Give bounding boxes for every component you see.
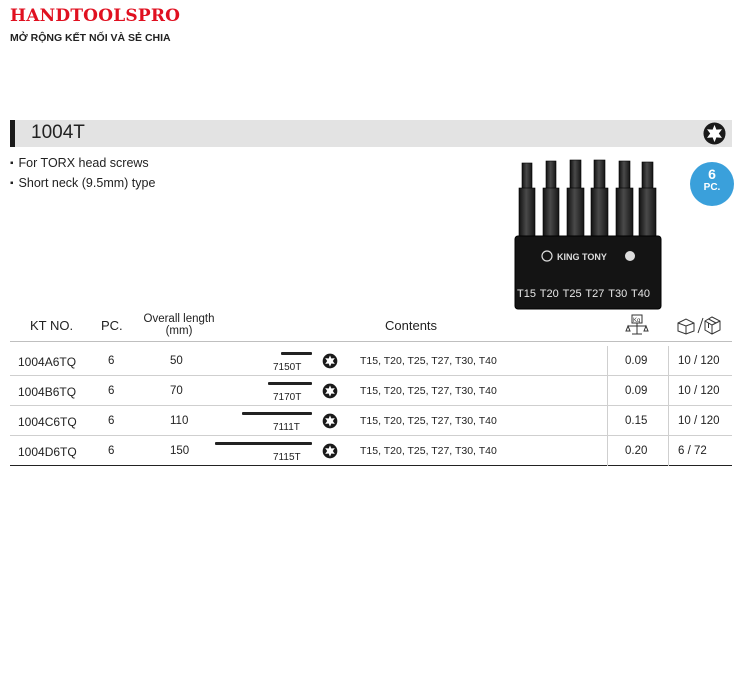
badge-unit: PC. [703,182,721,193]
column-divider [607,346,608,376]
kt-no-cell: 1004D6TQ [18,445,77,459]
table-row [10,346,732,376]
column-divider [607,376,608,406]
image-brand-text: KING TONY [557,252,607,262]
piece-count-badge [690,162,734,206]
brand-logo: HANDTOOLSPRO [10,6,181,26]
torx-icon [322,353,338,369]
kt-no-cell: 1004A6TQ [18,355,77,369]
table-row [10,406,732,436]
feature-item: ▪ Short neck (9.5mm) type [10,174,155,194]
length-cell: 70 [170,385,183,397]
feature-list [10,154,155,194]
image-size-labels: T15 T20 T25 T27 T30 T40 [517,288,651,300]
length-cell: 150 [170,445,190,457]
kg-scale-icon [625,314,649,336]
packing-cell: 10 / 120 [678,385,720,397]
header-contents: Contents [385,318,438,333]
packing-cell: 10 / 120 [678,355,720,367]
table-row [10,376,732,406]
column-divider [607,406,608,436]
torx-icon [322,383,338,399]
packing-cell: 10 / 120 [678,415,720,427]
bit-length-graphic [242,412,312,415]
product-title: 1004T [31,122,85,143]
bit-ref-cell: 7170T [273,392,302,403]
weight-cell: 0.15 [625,415,648,427]
header-overall-length-unit: (mm) [165,325,193,337]
torx-icon [322,413,338,429]
weight-cell: 0.20 [625,445,648,457]
product-title-bar [10,120,732,147]
brand-tagline: MỞ RỘNG KẾT NỐI VÀ SẺ CHIA [10,32,171,44]
column-divider [607,436,608,466]
header-kt-no: KT NO. [30,318,74,333]
packing-cell: 6 / 72 [678,445,707,457]
svg-text:Kg: Kg [633,318,641,324]
weight-cell: 0.09 [625,355,648,367]
header-pc: PC. [101,318,123,333]
feature-item: ▪ For TORX head screws [10,154,155,174]
contents-cell: T15, T20, T25, T27, T30, T40 [360,445,497,457]
column-divider [668,346,669,376]
kt-no-cell: 1004C6TQ [18,415,77,429]
torx-head-icon [703,122,726,145]
contents-cell: T15, T20, T25, T27, T30, T40 [360,355,497,367]
pc-cell: 6 [108,445,115,457]
bit-length-graphic [268,382,312,385]
header-overall-length [136,313,222,337]
bit-length-graphic [281,352,312,355]
kt-no-cell: 1004B6TQ [18,385,77,399]
length-cell: 110 [170,415,189,427]
bit-length-graphic [215,442,312,445]
box-packing-icon [676,315,722,335]
pc-cell: 6 [108,385,115,397]
bit-ref-cell: 7150T [273,362,302,373]
column-divider [668,376,669,406]
title-accent [10,120,15,147]
bit-ref-cell: 7111T [273,422,300,433]
column-divider [668,406,669,436]
contents-cell: T15, T20, T25, T27, T30, T40 [360,415,497,427]
header-overall-length-label: Overall length [143,313,215,325]
header-divider [10,341,732,342]
table-row [10,436,732,466]
contents-cell: T15, T20, T25, T27, T30, T40 [360,385,497,397]
weight-cell: 0.09 [625,385,648,397]
badge-count: 6 [708,166,716,182]
torx-icon [322,443,338,459]
column-divider [668,436,669,466]
pc-cell: 6 [108,355,115,367]
pc-cell: 6 [108,415,115,427]
bit-ref-cell: 7115T [273,452,301,463]
length-cell: 50 [170,355,183,367]
